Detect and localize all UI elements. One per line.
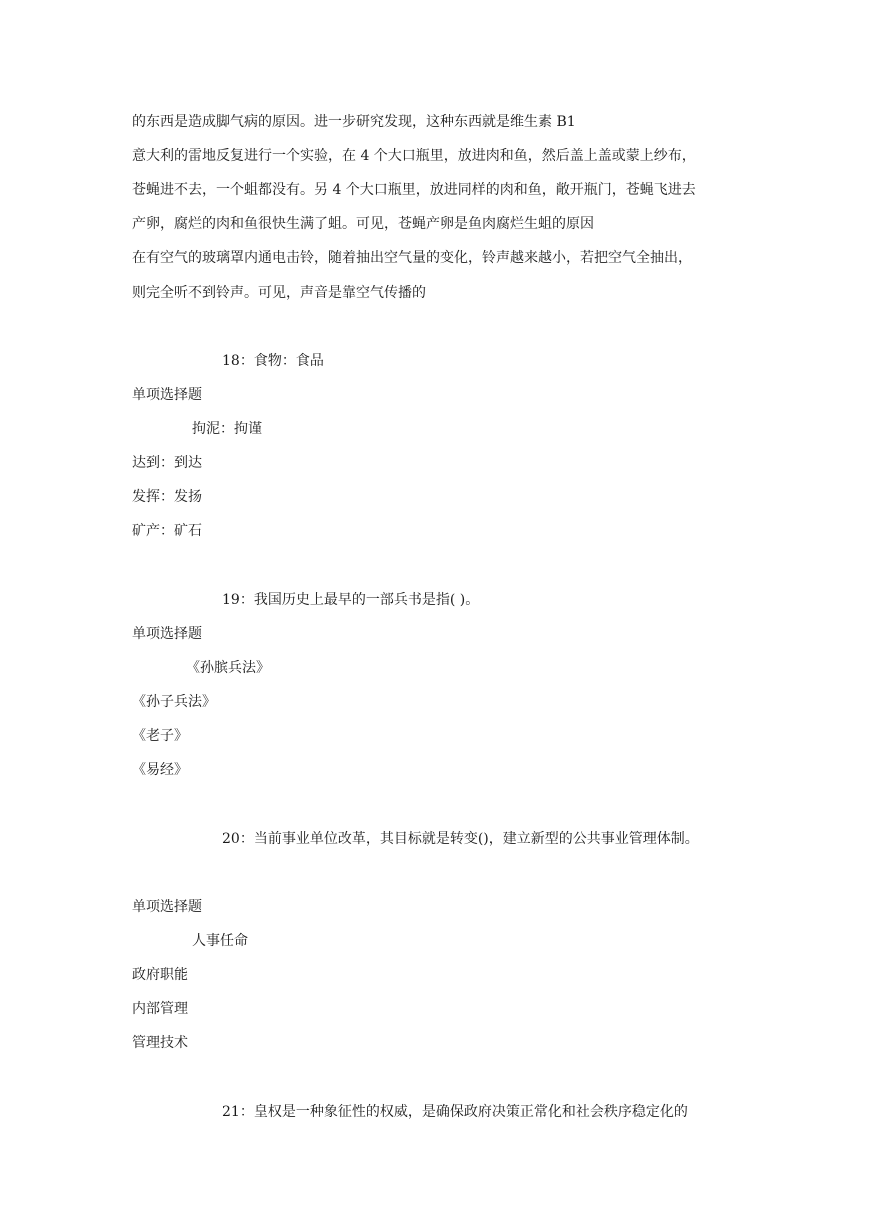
option-a: 拘泥：拘谨 (192, 421, 262, 437)
option-c: 《老子》 (132, 728, 188, 744)
question-stem: 18：食物：食品 (222, 353, 324, 369)
passage-line: 在有空气的玻璃罩内通电击铃，随着抽出空气量的变化，铃声越来越小，若把空气全抽出， (132, 250, 692, 266)
passage-line: 的东西是造成脚气病的原因。进一步研究发现，这种东西就是维生素 B1 (132, 114, 576, 130)
option-b: 达到：到达 (132, 455, 202, 471)
question-stem: 21：皇权是一种象征性的权威，是确保政府决策正常化和社会秩序稳定化的 (222, 1104, 688, 1120)
option-b: 《孙子兵法》 (132, 694, 216, 710)
option-c: 内部管理 (132, 1001, 188, 1017)
passage-line: 意大利的雷地反复进行一个实验，在 4 个大口瓶里，放进肉和鱼，然后盖上盖或蒙上纱布， (132, 148, 696, 164)
question-type: 单项选择题 (132, 387, 202, 403)
option-a: 《孙膑兵法》 (186, 660, 270, 676)
option-b: 政府职能 (132, 967, 188, 983)
option-c: 发挥：发扬 (132, 489, 202, 505)
question-type: 单项选择题 (132, 626, 202, 642)
option-d: 矿产：矿石 (132, 523, 202, 539)
passage-line: 产卵，腐烂的肉和鱼很快生满了蛆。可见，苍蝇产卵是鱼肉腐烂生蛆的原因 (132, 216, 594, 232)
question-stem: 20：当前事业单位改革，其目标就是转变()，建立新型的公共事业管理体制。 (222, 831, 699, 847)
question-stem: 19：我国历史上最早的一部兵书是指( )。 (222, 592, 480, 608)
passage-line: 则完全听不到铃声。可见，声音是靠空气传播的 (132, 285, 426, 301)
option-a: 人事任命 (192, 933, 248, 949)
question-type: 单项选择题 (132, 899, 202, 915)
option-d: 《易经》 (132, 762, 188, 778)
passage-line: 苍蝇进不去，一个蛆都没有。另 4 个大口瓶里，放进同样的肉和鱼，敞开瓶门，苍蝇飞进去 (132, 182, 696, 198)
option-d: 管理技术 (132, 1035, 188, 1051)
